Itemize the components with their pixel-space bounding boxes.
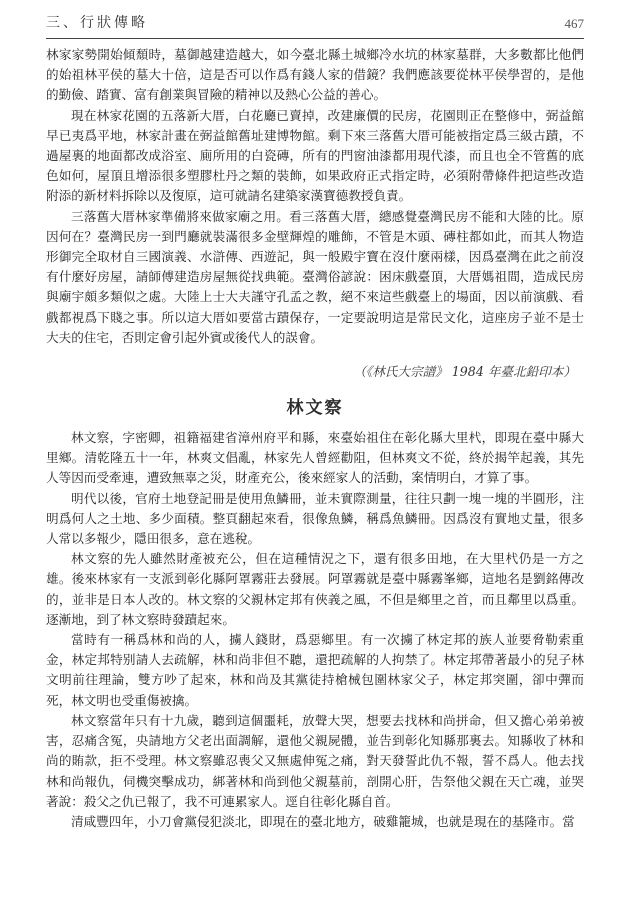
paragraph: 林文察當年只有十九歲，聽到這個噩耗，放聲大哭，想要去找林和尚拼命，但又擔心弟弟被害，忍痛含冤，央請地方父老出面調解，還他父親屍體，並告到彰化知縣那裏去。知縣收了林和尚的賄款，拒不受理。林文察雖忍喪父又無處伸冤之痛，對天發誓此仇不報，誓不爲人。他去找林和尚報仇，伺機突擊成功，綁著林和尚到他父親墓前，剖開心肝，告祭他父親在天亡魂，並哭著說：殺父之仇已報了，我不可連累家人。逕自往彰化縣自首。: [46, 712, 584, 809]
chapter-title: 三、行狀傳略: [46, 15, 148, 31]
paragraph: 三落舊大厝林家準備將來做家廟之用。看三落舊大厝，總感覺臺灣民房不能和大陸的比。原因何在？臺灣民房一到門廳就裝滿很多金壁輝煌的雕飾，不管是木頭、磚柱都如此，而其人物造形御完全取材自三國演義、水滸傳、西遊記，與一般殿宇寶在沒什麼兩樣，因爲臺灣在此之前沒有什麼好房屋，請師傅建造房屋無從找典範。臺灣俗諺說：困床戲臺頂，大厝媽祖間，造成民房與廟宇頗多類似之處。大陸上士大夫謹守孔孟之教，絕不來這些戲臺上的場面，因以前演戲、看戲都視爲下賤之事。所以這大厝如要當古蹟保存，一定要說明這是常民文化，這座房子並不是士大夫的住宅，否則定會引起外賓或後代人的誤會。: [46, 208, 584, 345]
source-citation: （《林氏大宗譜》 1984 年臺北鉛印本）: [353, 364, 576, 380]
running-header: [46, 4, 584, 39]
paragraph: 現在林家花園的五落新大厝，白花廳已賣掉，改建廉價的民房，花園則正在整修中，弼益館早已夷爲平地，林家計畫在弼益館舊址建博物館。剩下來三落舊大厝可能被指定爲三級古蹟，不過屋裏的地面都改成浴室、廁所用的白瓷磚，所有的門窗油漆都用現代漆，而且也全不管舊的底色如何，屋頂且增添很多塑膠杜丹之類的裝飾，如果政府正式指定時，必須附帶條件把這些改造附添的新材料拆除以及復原，這可就請名建築家漢寶德教授負責。: [46, 107, 584, 204]
section-heading: 林文察: [286, 398, 344, 419]
paragraph: 明代以後，官府土地登記冊是使用魚鱗冊，並未實際測量，往往只劃一塊一塊的半圓形，注明爲何人之土地、多少面積。整頁翻起來看，很像魚鱗，稱爲魚鱗冊。因爲沒有實地丈量，很多人常以多報少，隱田很多，意在逃稅。: [46, 490, 584, 547]
paragraph: 清咸豐四年，小刀會黨侵犯淡北，即現在的臺北地方，破雞籠城，也就是現在的基隆市。當: [71, 813, 575, 829]
page-number: 467: [564, 16, 584, 31]
paragraph: 林家家勢開始傾頹時，墓御越建造越大，如今臺北縣土城鄉冷水坑的林家墓群，大多數都比他們的始祖林平侯的墓大十倍，這是否可以作爲有錢人家的借鏡？我們應該要從林平侯學習的，是他的勤儉、踏實、富有創業與冒險的精神以及熱心公益的善心。: [46, 47, 584, 103]
paragraph: 當時有一稱爲林和尚的人，擄人錢財，爲惡鄉里。有一次擄了林定邦的族人並要脅勒索重金，林定邦特别請人去疏解，林和尚非但不聽，還把疏解的人拘禁了。林定邦帶著最小的兒子林文明前往理論，雙方吵了起來，林和尚及其黨徒持槍械包圍林家父子，林定邦突圍，卻中彈而死，林文明也受重傷被擒。: [46, 632, 584, 708]
body-text: [46, 45, 584, 832]
paragraph: 林文察，字密卿，祖籍福建省漳州府平和縣，來臺始祖住在彰化縣大里杙，即現在臺中縣大里鄉。清乾隆五十一年，林爽文倡亂，林家先人曾經勸阻，但林爽文不從，終於揭竿起義，其先人等因而受牽連，遭致無辜之災，財產充公，後來經家人的活動，案情明白，才算了事。: [46, 430, 584, 486]
paragraph: 林文察的先人雖然財產被充公，但在這種情況之下，還有很多田地，在大里杙仍是一方之雄。後來林家有一支派到彰化縣阿罩霧莊去發展。阿罩霧就是臺中縣霧峯鄉，這地名是劉銘傳改的，並非是日本人改的。林文察的父親林定邦有俠義之風，不但是鄉里之首，而且鄰里以爲重。逐漸地，到了林文察時發蹟起來。: [46, 551, 584, 627]
